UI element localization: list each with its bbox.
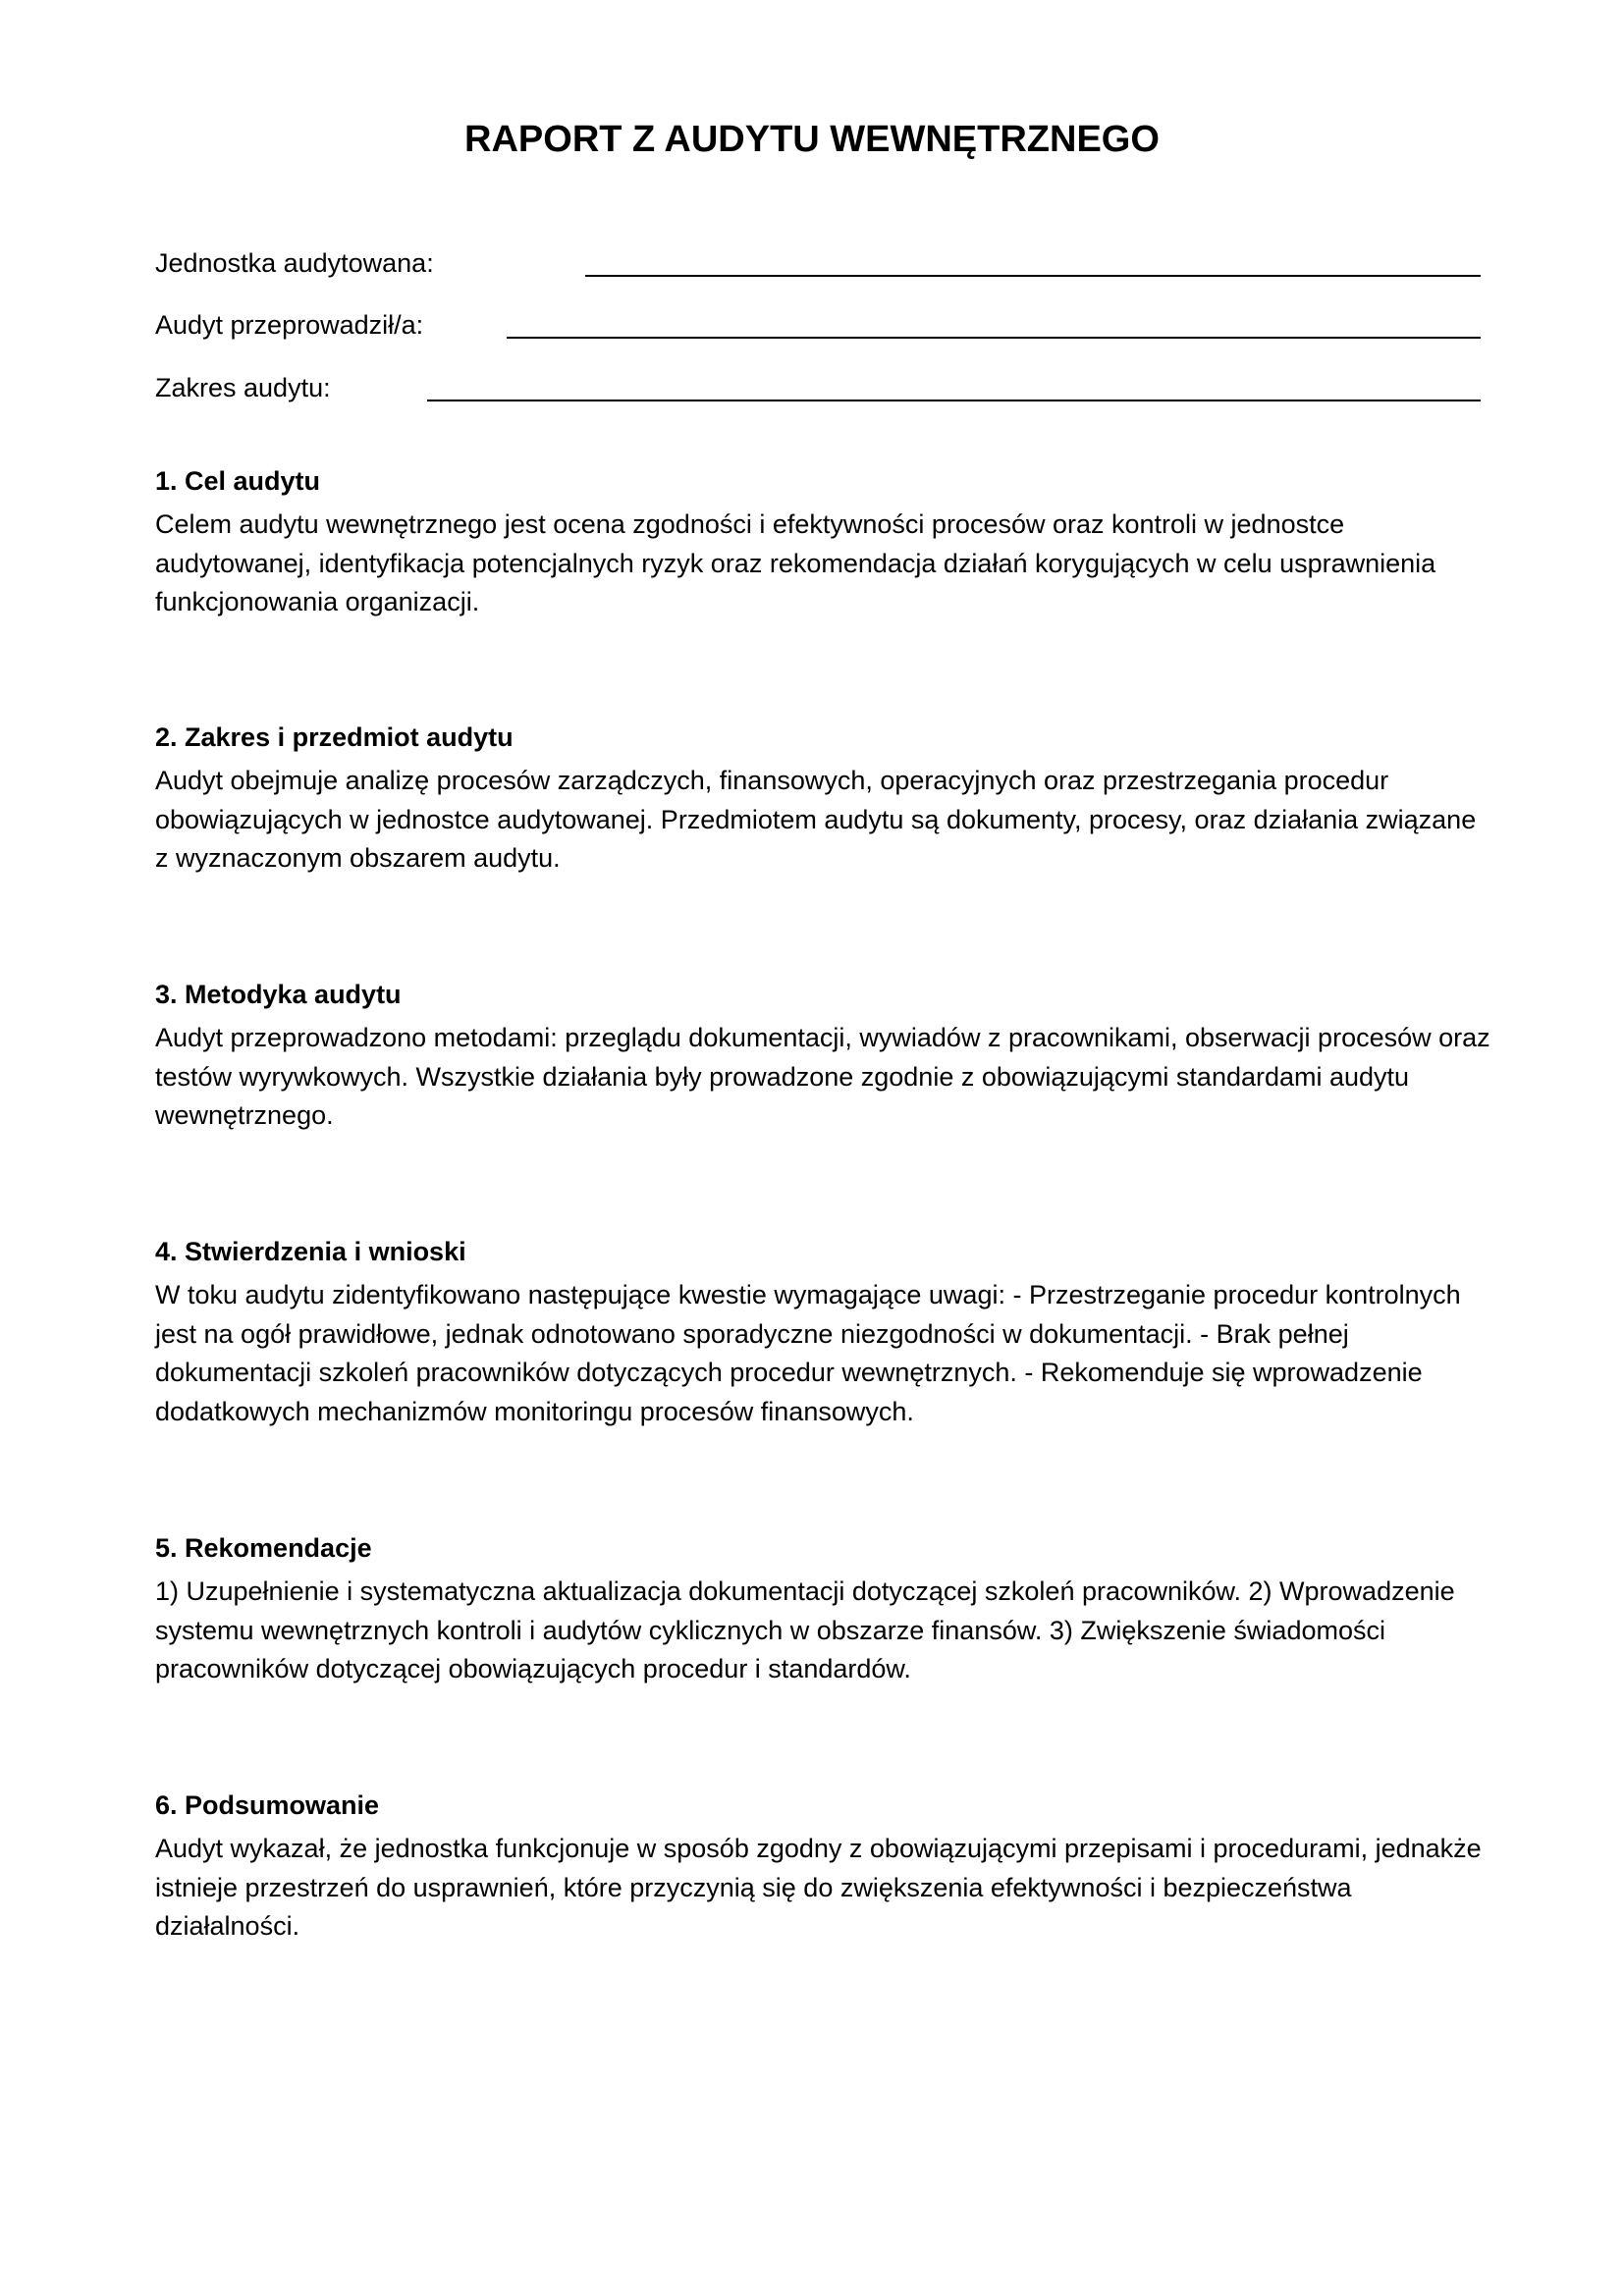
- section-summary: [155, 1789, 1490, 1947]
- audited-unit-fill-line[interactable]: [585, 275, 1481, 277]
- section-audit-purpose: [155, 464, 1490, 622]
- section-body: Audyt wykazał, że jednostka funkcjonuje w sposób zgodny z obowiązującymi przepisami i procedurami, jednakże istnieje przestrzeń do usprawnień, które przyczynią się do zwiększenia efektywności i bezpieczeństwa działalności.: [155, 1834, 1482, 1941]
- section-heading: 3. Metodyka audytu: [155, 980, 402, 1009]
- field-auditor: [155, 307, 1481, 347]
- section-heading: 1. Cel audytu: [155, 466, 321, 496]
- section-heading: 6. Podsumowanie: [155, 1790, 380, 1820]
- section-body: W toku audytu zidentyfikowano następujące kwestie wymagające uwagi: - Przestrzeganie procedur kontrolnych jest na ogół prawidłowe, jednak odnotowano sporadyczne niezgodności w dokumentacji. - Brak pełnej dokumentacji szkoleń pracowników dotyczących procedur wewnętrznych. - Rekomenduje się wprowadzenie dodatkowych mechanizmów monitoringu procesów finansowych.: [155, 1280, 1461, 1426]
- audit-scope-fill-line[interactable]: [427, 400, 1481, 401]
- section-body: Audyt obejmuje analizę procesów zarządczych, finansowych, operacyjnych oraz przestrzegania procedur obowiązujących w jednostce audytowanej. Przedmiotem audytu są dokumenty, procesy, oraz działania związane z wyznaczonym obszarem audytu.: [155, 766, 1477, 873]
- section-findings: [155, 1235, 1490, 1431]
- section-body: Celem audytu wewnętrznego jest ocena zgodności i efektywności procesów oraz kontroli w jednostce audytowanej, identyfikacja potencjalnych ryzyk oraz rekomendacja działań korygujących w celu usprawnienia funkcjonowania organizacji.: [155, 509, 1436, 616]
- field-audit-scope: [155, 370, 1481, 409]
- section-recommendations: [155, 1531, 1490, 1689]
- section-body: 1) Uzupełnienie i systematyczna aktualizacja dokumentacji dotyczącej szkoleń pracowników. 2) Wprowadzenie systemu wewnętrznych kontroli i audytów cyklicznych w obszarze finansów. 3) Zwiększenie świadomości pracowników dotyczącej obowiązujących procedur i standardów.: [155, 1576, 1455, 1683]
- section-heading: 4. Stwierdzenia i wnioski: [155, 1237, 466, 1266]
- section-audit-scope: [155, 721, 1490, 879]
- auditor-fill-line[interactable]: [507, 337, 1481, 339]
- section-heading: 5. Rekomendacje: [155, 1533, 372, 1563]
- document-title: RAPORT Z AUDYTU WEWNĘTRZNEGO: [464, 119, 1160, 160]
- field-audited-unit: [155, 245, 1481, 285]
- audited-unit-label: Jednostka audytowana:: [155, 248, 434, 278]
- section-heading: 2. Zakres i przedmiot audytu: [155, 722, 514, 752]
- section-body: Audyt przeprowadzono metodami: przeglądu dokumentacji, wywiadów z pracownikami, obserwacji procesów oraz testów wyrywkowych. Wszystkie działania były prowadzone zgodnie z obowiązującymi standardami audytu wewnętrznego.: [155, 1023, 1490, 1130]
- auditor-label: Audyt przeprowadził/a:: [155, 310, 424, 340]
- audit-scope-label: Zakres audytu:: [155, 373, 331, 402]
- section-audit-methodology: [155, 978, 1490, 1136]
